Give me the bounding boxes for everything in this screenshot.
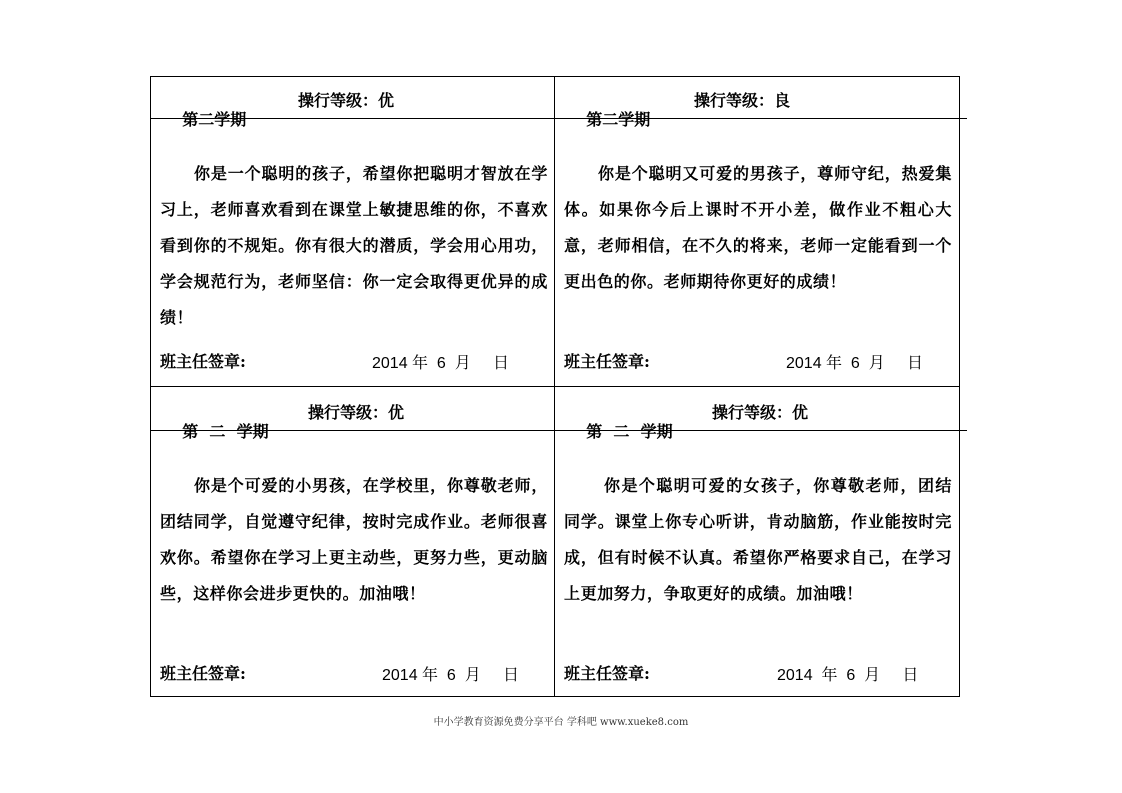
row1-header-divider	[150, 118, 967, 119]
card1-term: 第二学期	[182, 110, 247, 129]
row-divider	[150, 386, 960, 387]
table-border-bottom	[150, 696, 960, 697]
card4-grade-label: 操行等级：	[712, 403, 793, 422]
evaluation-table	[150, 76, 960, 697]
card2-grade-label: 操行等级：	[694, 91, 775, 110]
card4-date: 2014 年 6 月 日	[777, 667, 919, 684]
card4-comment: 你是个聪明可爱的女孩子，你尊敬老师，团结同学。课堂上你专心听讲，肯动脑筋，作业能按时完成，但有时候不认真。希望你严格要求自己，在学习上更加努力，争取更好的成绩。加油哦！	[564, 476, 952, 603]
row2-header-divider	[150, 430, 967, 431]
table-border-right	[959, 76, 960, 697]
card2-comment: 你是个聪明又可爱的男孩子，尊师守纪，热爱集体。如果你今后上课时不开小差，做作业不粗心大意，老师相信，在不久的将来，老师一定能看到一个更出色的你。老师期待你更好的成绩！	[564, 164, 952, 291]
table-border-left	[150, 76, 151, 697]
card3-header	[160, 400, 550, 441]
column-divider	[554, 76, 555, 697]
card1-date: 2014 年 6 月 日	[372, 355, 509, 372]
page-footer: 中小学教育资源免费分享平台 学科吧 www.xueke8.com	[433, 717, 689, 728]
card4-sign-label: 班主任签章:	[564, 664, 650, 683]
card4-term: 第 二 学期	[586, 422, 673, 441]
card2-grade: 良	[774, 91, 791, 110]
card1-comment: 你是一个聪明的孩子，希望你把聪明才智放在学习上，老师喜欢看到在课堂上敏捷思维的你，不喜欢看到你的不规矩。你有很大的潜质，学会用心用功，学会规范行为，老师坚信：你一定会取得更优异的成绩！	[160, 164, 548, 327]
card1-grade: 优	[378, 91, 395, 110]
card3-grade-label: 操行等级：	[308, 403, 389, 422]
card1-grade-label: 操行等级：	[298, 91, 379, 110]
card1-header	[160, 88, 550, 129]
card3-comment: 你是个可爱的小男孩，在学校里，你尊敬老师，团结同学，自觉遵守纪律，按时完成作业。老师很喜欢你。希望你在学习上更主动些，更努力些，更动脑些，这样你会进步更快的。加油哦！	[160, 476, 548, 603]
card2-term: 第二学期	[586, 110, 651, 129]
card2-date: 2014 年 6 月 日	[786, 355, 923, 372]
table-border-top	[150, 76, 960, 77]
card1-sign-label: 班主任签章:	[160, 352, 246, 371]
card3-term: 第 二 学期	[182, 422, 269, 441]
card2-header	[564, 88, 954, 129]
card3-date: 2014 年 6 月 日	[382, 667, 519, 684]
card4-grade: 优	[792, 403, 809, 422]
card3-grade: 优	[388, 403, 405, 422]
card2-sign-label: 班主任签章:	[564, 352, 650, 371]
card4-header	[564, 400, 954, 441]
card3-sign-label: 班主任签章:	[160, 664, 246, 683]
